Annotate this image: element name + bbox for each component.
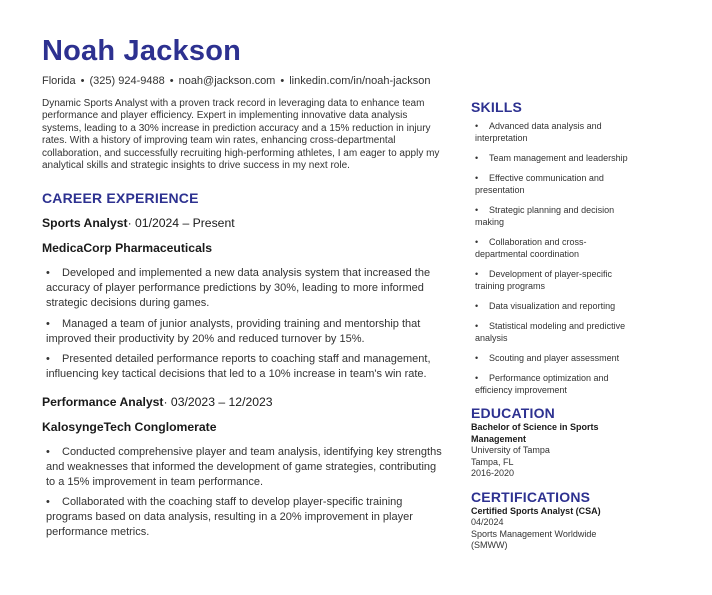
certification-issuer: Sports Management Worldwide (SMWW) [471,528,597,550]
bullet-icon: • [46,353,50,366]
bullet-icon: • [475,237,479,247]
skill-item [471,352,631,364]
job-entry [42,215,447,382]
skill-item [471,320,631,344]
certification-date: 04/2024 [471,517,504,527]
professional-summary: Dynamic Sports Analyst with a proven track record in leveraging data to enhance team performance and player efficiency. Expert in implementing innovative data analysis systems, leading to a 30% increase in prediction accuracy and a 15% reduction in injury rates. With a history of improving team win rates, enhancing cross-departmental collaboration, and successfully recruiting high-performing athletes, I am eager to apply my analytical skills and strategic insights to drive success in my next role. [42,98,440,172]
skills-list [471,120,631,396]
job-bullets [42,445,447,540]
skill-item [471,120,631,144]
career-experience-heading: CAREER EXPERIENCE [42,190,199,207]
job-bullet-text: Developed and implemented a new data analysis system that increased the accuracy of player performance predictions by 30%, leading to more informed strategic decisions during games. [46,267,431,310]
job-entry [42,394,447,540]
bullet-icon: • [475,269,479,279]
skill-item [471,268,631,292]
job-bullet-text: Presented detailed performance reports to coaching staff and management, influencing key tactical decisions that led to a 10% increase in team's win rate. [46,353,431,381]
contact-separator: • [169,75,174,87]
skill-text: Team management and leadership [489,153,628,163]
skill-text: Data visualization and reporting [489,301,616,311]
job-dates: · 03/2023 – 12/2023 [163,395,273,410]
skill-text: Collaboration and cross-departmental coordination [475,237,587,259]
bullet-icon: • [46,446,50,459]
skill-item [471,300,631,312]
job-bullet [42,266,447,310]
job-bullets [42,266,447,382]
job-bullet-text: Conducted comprehensive player and team analysis, identifying key strengths and weaknesses that informed the development of game strategies, contributing to a 15% improvement in team performance. [46,446,442,488]
contact-phone: (325) 924-9488 [89,75,165,87]
job-header [42,394,447,410]
contact-line [42,74,447,88]
skill-text: Advanced data analysis and interpretation [475,121,602,143]
certifications-heading: CERTIFICATIONS [471,488,591,505]
education-location: Tampa, FL [471,456,514,467]
skill-text: Statistical modeling and predictive analysis [475,321,626,343]
skill-item [471,152,631,164]
skill-item [471,172,631,196]
main-column [42,34,447,546]
bullet-icon: • [475,205,479,215]
skill-item [471,372,631,396]
job-header [42,215,447,231]
contact-email: noah@jackson.com [178,75,276,87]
skill-text: Scouting and player assessment [489,353,620,363]
bullet-icon: • [475,373,479,383]
job-bullet-text: Collaborated with the coaching staff to develop player-specific training programs based on data analysis, resulting in a 20% improvement in player performance metrics. [46,496,413,538]
job-dates: · 01/2024 – Present [127,216,235,231]
job-bullet [42,317,447,347]
certification-name: Certified Sports Analyst (CSA) [471,505,601,516]
bullet-icon: • [475,153,479,163]
skill-text: Strategic planning and decision making [475,205,615,227]
job-list [42,215,447,539]
job-bullet [42,352,447,382]
contact-location: Florida [42,75,76,87]
skill-text: Effective communication and presentation [475,173,604,195]
education-degree: Bachelor of Science in Sports Management [471,422,599,444]
job-bullet [42,445,447,489]
bullet-icon: • [46,317,50,330]
contact-linkedin: linkedin.com/in/noah-jackson [289,75,431,87]
bullet-icon: • [475,353,479,363]
education-heading: EDUCATION [471,405,555,421]
education-school: University of Tampa [471,445,550,455]
bullet-icon: • [475,321,479,331]
bullet-icon: • [475,121,479,131]
job-role: Performance Analyst [42,395,164,410]
skill-text: Development of player-specific training programs [475,269,613,291]
job-role: Sports Analyst [42,216,128,231]
job-company: KalosyngeTech Conglomerate [42,420,217,435]
contact-separator: • [80,75,85,87]
bullet-icon: • [46,267,50,280]
job-bullet [42,495,447,539]
job-company: MedicaCorp Pharmaceuticals [42,241,213,256]
contact-separator: • [280,75,285,87]
skill-item [471,204,631,228]
sidebar-column [471,98,631,552]
bullet-icon: • [475,173,479,183]
skills-heading: SKILLS [471,99,522,115]
skill-item [471,236,631,260]
skill-text: Performance optimization and efficiency improvement [475,373,609,395]
education-dates: 2016-2020 [471,468,515,478]
bullet-icon: • [46,496,50,509]
job-bullet-text: Managed a team of junior analysts, providing training and mentorship that improved their productivity by 20% and reduced turnover by 15%. [46,317,421,345]
bullet-icon: • [475,301,479,311]
candidate-name: Noah Jackson [42,35,242,67]
